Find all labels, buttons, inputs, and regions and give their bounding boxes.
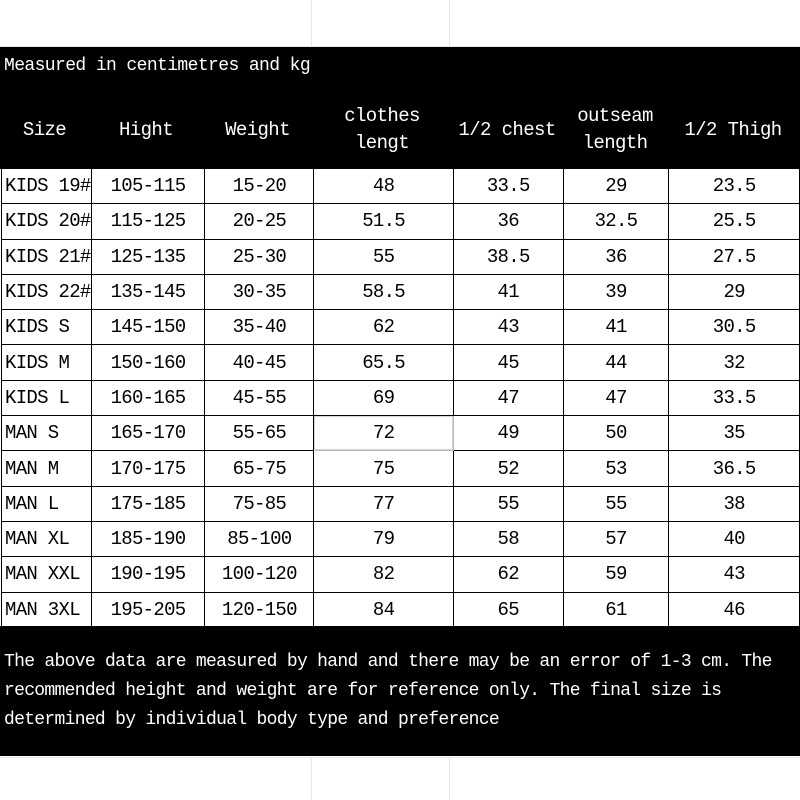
cell-half-thigh[interactable]: 27.5 <box>669 239 800 274</box>
cell-size[interactable]: MAN M <box>2 451 92 486</box>
footer-banner <box>0 626 800 756</box>
cell-half-thigh[interactable]: 43 <box>669 557 800 592</box>
cell-clothes-length[interactable]: 62 <box>314 310 454 345</box>
cell-size[interactable]: MAN XXL <box>2 557 92 592</box>
cell-weight[interactable]: 25-30 <box>205 239 314 274</box>
cell-size[interactable]: KIDS L <box>2 380 92 415</box>
table-row <box>2 592 800 627</box>
cell-weight[interactable]: 20-25 <box>205 204 314 239</box>
cell-outseam-length[interactable]: 47 <box>563 380 669 415</box>
column-header-clothes-length: clothes lengt <box>344 105 420 154</box>
cell-half-chest[interactable]: 47 <box>453 380 563 415</box>
measurement-note: Measured in centimetres and kg <box>4 56 311 76</box>
table-row <box>2 451 800 486</box>
cell-weight[interactable]: 120-150 <box>205 592 314 627</box>
cell-outseam-length[interactable]: 32.5 <box>563 204 669 239</box>
cell-clothes-length[interactable]: 79 <box>314 521 454 556</box>
table-row <box>2 274 800 309</box>
cell-weight[interactable]: 75-85 <box>205 486 314 521</box>
cell-height[interactable]: 115-125 <box>91 204 205 239</box>
cell-outseam-length[interactable]: 39 <box>563 274 669 309</box>
cell-size[interactable]: KIDS S <box>2 310 92 345</box>
cell-weight[interactable]: 55-65 <box>205 416 314 451</box>
cell-size[interactable]: MAN S <box>2 416 92 451</box>
cell-clothes-length[interactable]: 65.5 <box>314 345 454 380</box>
cell-outseam-length[interactable]: 41 <box>563 310 669 345</box>
cell-weight[interactable]: 15-20 <box>205 169 314 204</box>
cell-half-chest[interactable]: 38.5 <box>453 239 563 274</box>
cell-half-chest[interactable]: 45 <box>453 345 563 380</box>
sheet-gridline <box>449 757 450 800</box>
sheet-gridline <box>449 0 450 46</box>
cell-size[interactable]: KIDS 21# <box>2 239 92 274</box>
cell-half-chest[interactable]: 41 <box>453 274 563 309</box>
cell-half-thigh[interactable]: 38 <box>669 486 800 521</box>
cell-size[interactable]: KIDS 19# <box>2 169 92 204</box>
cell-weight[interactable]: 40-45 <box>205 345 314 380</box>
cell-half-thigh[interactable]: 25.5 <box>669 204 800 239</box>
cell-half-thigh[interactable]: 30.5 <box>669 310 800 345</box>
column-header-outseam-length: outseam length <box>577 105 653 154</box>
cell-half-chest[interactable]: 49 <box>453 416 563 451</box>
cell-half-chest[interactable]: 62 <box>453 557 563 592</box>
cell-clothes-length[interactable]: 82 <box>314 557 454 592</box>
cell-clothes-length[interactable]: 55 <box>314 239 454 274</box>
column-header-half-thigh: 1/2 Thigh <box>684 118 782 141</box>
cell-weight[interactable]: 35-40 <box>205 310 314 345</box>
cell-clothes-length[interactable]: 58.5 <box>314 274 454 309</box>
cell-half-chest[interactable]: 52 <box>453 451 563 486</box>
cell-clothes-length[interactable]: 48 <box>314 169 454 204</box>
cell-height[interactable]: 145-150 <box>91 310 205 345</box>
cell-outseam-length[interactable]: 36 <box>563 239 669 274</box>
cell-clothes-length[interactable]: 69 <box>314 380 454 415</box>
table-row <box>2 521 800 556</box>
cell-height[interactable]: 150-160 <box>91 345 205 380</box>
cell-size[interactable]: MAN 3XL <box>2 592 92 627</box>
cell-weight[interactable]: 30-35 <box>205 274 314 309</box>
cell-clothes-length[interactable]: 72 <box>314 416 454 451</box>
table-row <box>2 310 800 345</box>
cell-outseam-length[interactable]: 53 <box>563 451 669 486</box>
cell-clothes-length[interactable]: 77 <box>314 486 454 521</box>
cell-weight[interactable]: 65-75 <box>205 451 314 486</box>
size-chart-table <box>1 168 800 628</box>
cell-half-chest[interactable]: 43 <box>453 310 563 345</box>
cell-half-chest[interactable]: 55 <box>453 486 563 521</box>
cell-half-thigh[interactable]: 46 <box>669 592 800 627</box>
cell-outseam-length[interactable]: 44 <box>563 345 669 380</box>
cell-half-chest[interactable]: 65 <box>453 592 563 627</box>
cell-half-thigh[interactable]: 23.5 <box>669 169 800 204</box>
table-row <box>2 345 800 380</box>
table-row <box>2 239 800 274</box>
sheet-gridline <box>0 757 800 758</box>
cell-size[interactable]: MAN XL <box>2 521 92 556</box>
table-row <box>2 380 800 415</box>
header-banner <box>0 47 800 169</box>
cell-weight[interactable]: 45-55 <box>205 380 314 415</box>
cell-half-thigh[interactable]: 36.5 <box>669 451 800 486</box>
table-row <box>2 486 800 521</box>
cell-outseam-length[interactable]: 29 <box>563 169 669 204</box>
sheet-gridline <box>311 0 312 46</box>
cell-outseam-length[interactable]: 57 <box>563 521 669 556</box>
cell-outseam-length[interactable]: 61 <box>563 592 669 627</box>
cell-height[interactable]: 185-190 <box>91 521 205 556</box>
cell-clothes-length[interactable]: 84 <box>314 592 454 627</box>
table-row <box>2 204 800 239</box>
cell-height[interactable]: 105-115 <box>91 169 205 204</box>
cell-half-chest[interactable]: 36 <box>453 204 563 239</box>
cell-height[interactable]: 175-185 <box>91 486 205 521</box>
measurement-disclaimer: The above data are measured by hand and there may be an error of 1-3 cm. The recommended height and weight are for reference only. The final size is determined by individual body type and preference <box>4 652 772 730</box>
cell-half-chest[interactable]: 33.5 <box>453 169 563 204</box>
column-header-weight: Weight <box>225 118 290 141</box>
cell-height[interactable]: 160-165 <box>91 380 205 415</box>
table-row <box>2 169 800 204</box>
cell-outseam-length[interactable]: 50 <box>563 416 669 451</box>
cell-outseam-length[interactable]: 59 <box>563 557 669 592</box>
cell-clothes-length[interactable]: 75 <box>314 451 454 486</box>
cell-height[interactable]: 170-175 <box>91 451 205 486</box>
cell-size[interactable]: KIDS M <box>2 345 92 380</box>
sheet-gridline <box>311 757 312 800</box>
column-header-size: Size <box>22 118 67 141</box>
cell-half-thigh[interactable]: 32 <box>669 345 800 380</box>
table-row <box>2 557 800 592</box>
column-header-half-chest: 1/2 chest <box>458 118 556 141</box>
cell-half-thigh[interactable]: 29 <box>669 274 800 309</box>
cell-half-chest[interactable]: 58 <box>453 521 563 556</box>
cell-size[interactable]: KIDS 20# <box>2 204 92 239</box>
cell-clothes-length[interactable]: 51.5 <box>314 204 454 239</box>
cell-outseam-length[interactable]: 55 <box>563 486 669 521</box>
column-header-row <box>0 91 800 169</box>
cell-height[interactable]: 125-135 <box>91 239 205 274</box>
cell-height[interactable]: 195-205 <box>91 592 205 627</box>
cell-height[interactable]: 190-195 <box>91 557 205 592</box>
cell-size[interactable]: MAN L <box>2 486 92 521</box>
cell-half-thigh[interactable]: 40 <box>669 521 800 556</box>
cell-height[interactable]: 135-145 <box>91 274 205 309</box>
cell-weight[interactable]: 100-120 <box>205 557 314 592</box>
cell-size[interactable]: KIDS 22# <box>2 274 92 309</box>
size-chart-body <box>2 169 800 628</box>
cell-half-thigh[interactable]: 33.5 <box>669 380 800 415</box>
column-header-height: Hight <box>118 118 173 141</box>
table-row <box>2 416 800 451</box>
cell-half-thigh[interactable]: 35 <box>669 416 800 451</box>
cell-weight[interactable]: 85-100 <box>205 521 314 556</box>
cell-height[interactable]: 165-170 <box>91 416 205 451</box>
